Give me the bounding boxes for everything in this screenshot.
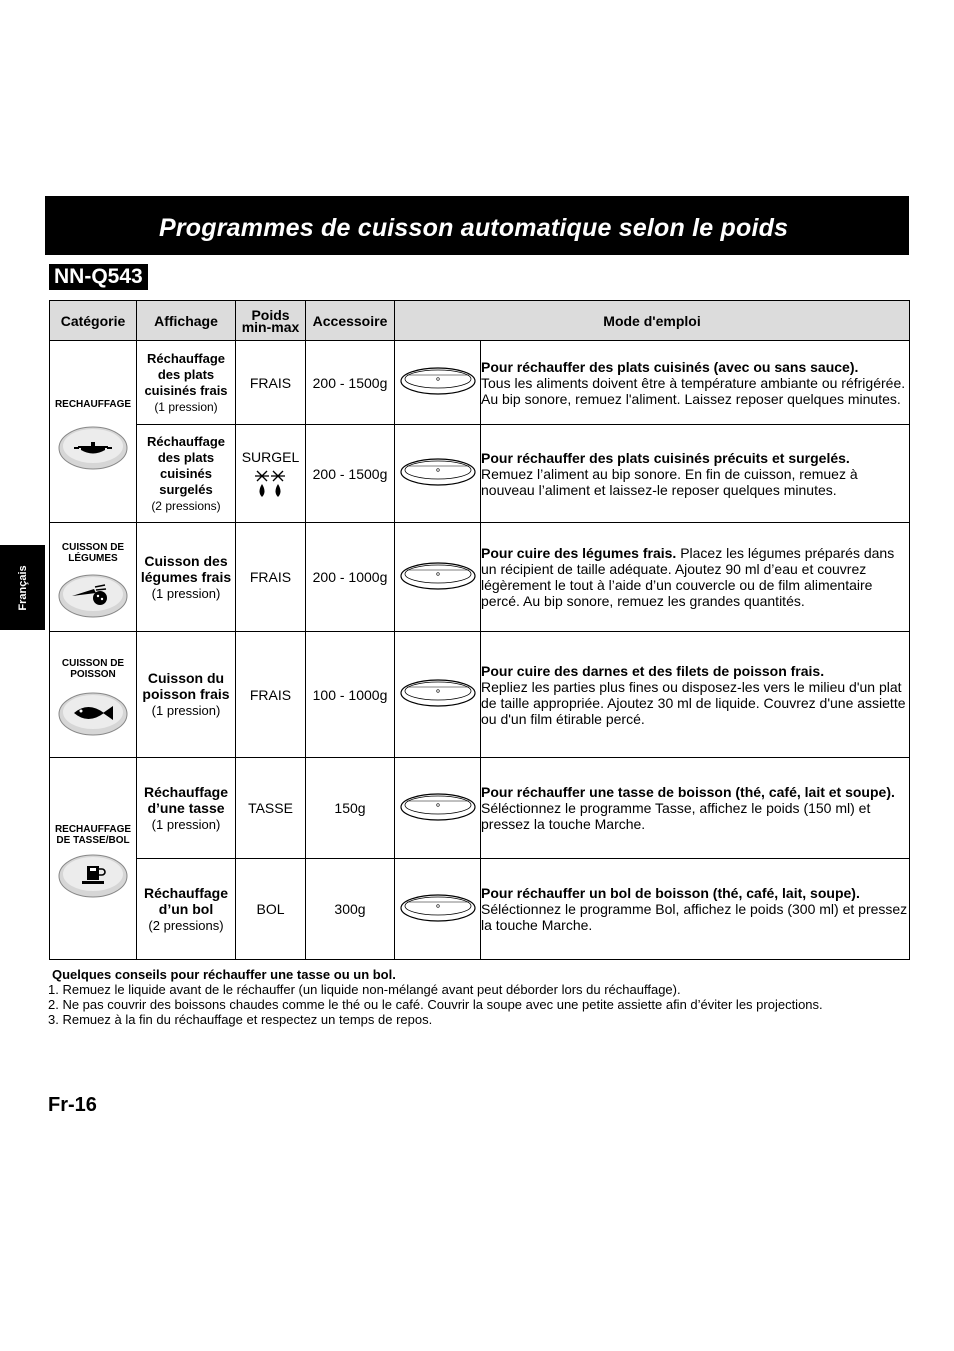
category-legumes <box>50 523 137 632</box>
display-value: FRAIS <box>236 632 306 758</box>
accessory-cell <box>395 632 481 758</box>
frozen-icon <box>254 469 288 499</box>
instructions-lead: Pour réchauffer un bol de boisson (thé, café, lait, soupe). <box>481 885 860 901</box>
turntable-icon <box>399 454 477 488</box>
table-row <box>50 523 910 632</box>
display-value-cell <box>236 425 306 523</box>
header-weight-line1: Poids <box>251 306 290 323</box>
programs-table <box>49 300 910 960</box>
instructions-text: Séléctionnez le programme Bol, affichez le poids (300 ml) et pressez la touche Marche. <box>481 901 908 933</box>
program-name-text: Réchauffage d’un bol <box>143 884 229 917</box>
cup-icon <box>58 854 128 898</box>
table-row <box>50 758 910 859</box>
table-row <box>50 632 910 758</box>
tip-item: 1. Remuez le liquide avant de le réchauffer (un liquide non-mélangé avant peut déborder lors du réchauffage). <box>48 982 681 997</box>
instructions-lead: Pour cuire des darnes et des filets de poisson frais. <box>481 662 825 679</box>
instructions-text: Repliez les parties plus fines ou disposez-les vers le milieu d'un plat de taille appropriée. Ajoutez 30 ml de liquide. Couvrez d'une assiette ou d'un film étirable percé. <box>481 678 906 727</box>
header-instructions: Mode d'emploi <box>395 301 910 341</box>
category-label: CUISSON DE POISSON <box>61 658 125 680</box>
instructions-cell <box>481 341 910 425</box>
instructions-text: Tous les aliments doivent être à température ambiante ou réfrigérée. Au bip sonore, remuez l'aliment. Laissez reposer quelques minutes. <box>481 374 906 407</box>
display-value: TASSE <box>236 758 306 859</box>
program-presses: (1 pression) <box>154 399 218 414</box>
tip-item: 3. Remuez à la fin du réchauffage et respectez un temps de repos. <box>48 1012 433 1027</box>
weight-range: 200 - 1000g <box>306 523 395 632</box>
instructions-text: Remuez l’aliment au bip sonore. En fin de cuisson, remuez à nouveau l’aliment et laissez-le reposer quelques minutes. <box>481 465 858 498</box>
category-rechauffage <box>50 341 137 523</box>
category-label: RECHAUFFAGE DE TASSE/BOL <box>54 824 132 846</box>
program-name <box>137 341 236 425</box>
instructions-text: Séléctionnez le programme Tasse, affichez le poids (150 ml) et pressez la touche Marche. <box>481 800 871 832</box>
vegetables-icon <box>58 574 128 618</box>
display-value: SURGEL <box>241 448 300 465</box>
category-label: RECHAUFFAGE <box>54 398 132 410</box>
program-name <box>137 632 236 758</box>
program-name <box>137 859 236 960</box>
program-name-text: Cuisson des légumes frais <box>140 552 232 585</box>
table-header-row <box>50 301 910 341</box>
weight-range: 100 - 1000g <box>306 632 395 758</box>
pot-icon <box>58 426 128 470</box>
tips-section <box>48 967 823 1027</box>
program-presses: (2 pressions) <box>151 498 221 513</box>
header-weight <box>236 301 306 341</box>
accessory-cell <box>395 523 481 632</box>
weight-range: 200 - 1500g <box>306 341 395 425</box>
model-badge: NN-Q543 <box>49 264 148 290</box>
program-name-text: Réchauffage des plats cuisinés surgelés <box>146 433 226 497</box>
turntable-icon <box>399 363 477 397</box>
program-presses: (1 pression) <box>151 703 221 718</box>
page-number: Fr-16 <box>48 1094 97 1116</box>
instructions-lead: Pour réchauffer une tasse de boisson (thé, café, lait et soupe). <box>481 784 895 800</box>
weight-range: 150g <box>306 758 395 859</box>
turntable-icon <box>399 675 477 709</box>
program-presses: (1 pression) <box>151 585 221 601</box>
instructions-cell <box>481 523 910 632</box>
tip-item: 2. Ne pas couvrir des boissons chaudes comme le thé ou le café. Couvrir la soupe avec une petite assiette afin d’éviter les projections. <box>48 997 823 1012</box>
tips-title: Quelques conseils pour réchauffer une tasse ou un bol. <box>52 967 396 982</box>
instructions-cell <box>481 859 910 960</box>
program-presses: (1 pression) <box>151 816 221 832</box>
header-display: Affichage <box>137 301 236 341</box>
accessory-cell <box>395 425 481 523</box>
table-row <box>50 341 910 425</box>
program-name-text: Cuisson du poisson frais <box>142 670 230 702</box>
weight-range: 300g <box>306 859 395 960</box>
instructions-lead: Pour réchauffer des plats cuisinés précuits et surgelés. <box>481 449 850 466</box>
program-name-text: Réchauffage des plats cuisinés frais <box>144 350 228 398</box>
title-banner <box>45 196 909 255</box>
fish-icon <box>58 692 128 736</box>
turntable-icon <box>399 558 477 592</box>
display-value: BOL <box>236 859 306 960</box>
accessory-cell <box>395 859 481 960</box>
header-weight-line2: min-max <box>241 318 300 335</box>
category-label: CUISSON DE LÉGUMES <box>61 541 125 564</box>
category-poisson <box>50 632 137 758</box>
program-name <box>137 758 236 859</box>
header-category: Catégorie <box>50 301 137 341</box>
language-tab-label: Français <box>16 564 29 611</box>
accessory-cell <box>395 341 481 425</box>
instructions-lead: Pour réchauffer des plats cuisinés (avec ou sans sauce). <box>481 358 859 375</box>
instructions-cell <box>481 632 910 758</box>
program-name <box>137 425 236 523</box>
program-presses: (2 pressions) <box>148 917 224 933</box>
table-row <box>50 859 910 960</box>
turntable-icon <box>399 890 477 924</box>
display-value: FRAIS <box>236 523 306 632</box>
instructions-lead: Pour cuire des légumes frais. <box>481 545 677 561</box>
page-title: Programmes de cuisson automatique selon le poids <box>159 214 789 242</box>
header-accessory: Accessoire <box>306 301 395 341</box>
turntable-icon <box>399 789 477 823</box>
weight-range: 200 - 1500g <box>306 425 395 523</box>
instructions-text: Placez les légumes préparés dans un récipient de taille adéquate. Ajoutez 90 ml d’eau et couvrez légèrement le tout à l’aide d’un couvercle ou de film alimentaire percé. Au bip sonore, remuez les grandes quantités. <box>481 545 895 609</box>
program-name <box>137 523 236 632</box>
category-tasse-bol <box>50 758 137 960</box>
instructions-cell <box>481 758 910 859</box>
accessory-cell <box>395 758 481 859</box>
display-value: FRAIS <box>236 341 306 425</box>
language-tab <box>0 545 45 630</box>
table-row <box>50 425 910 523</box>
program-name-text: Réchauffage d’une tasse <box>143 783 229 816</box>
instructions-cell <box>481 425 910 523</box>
